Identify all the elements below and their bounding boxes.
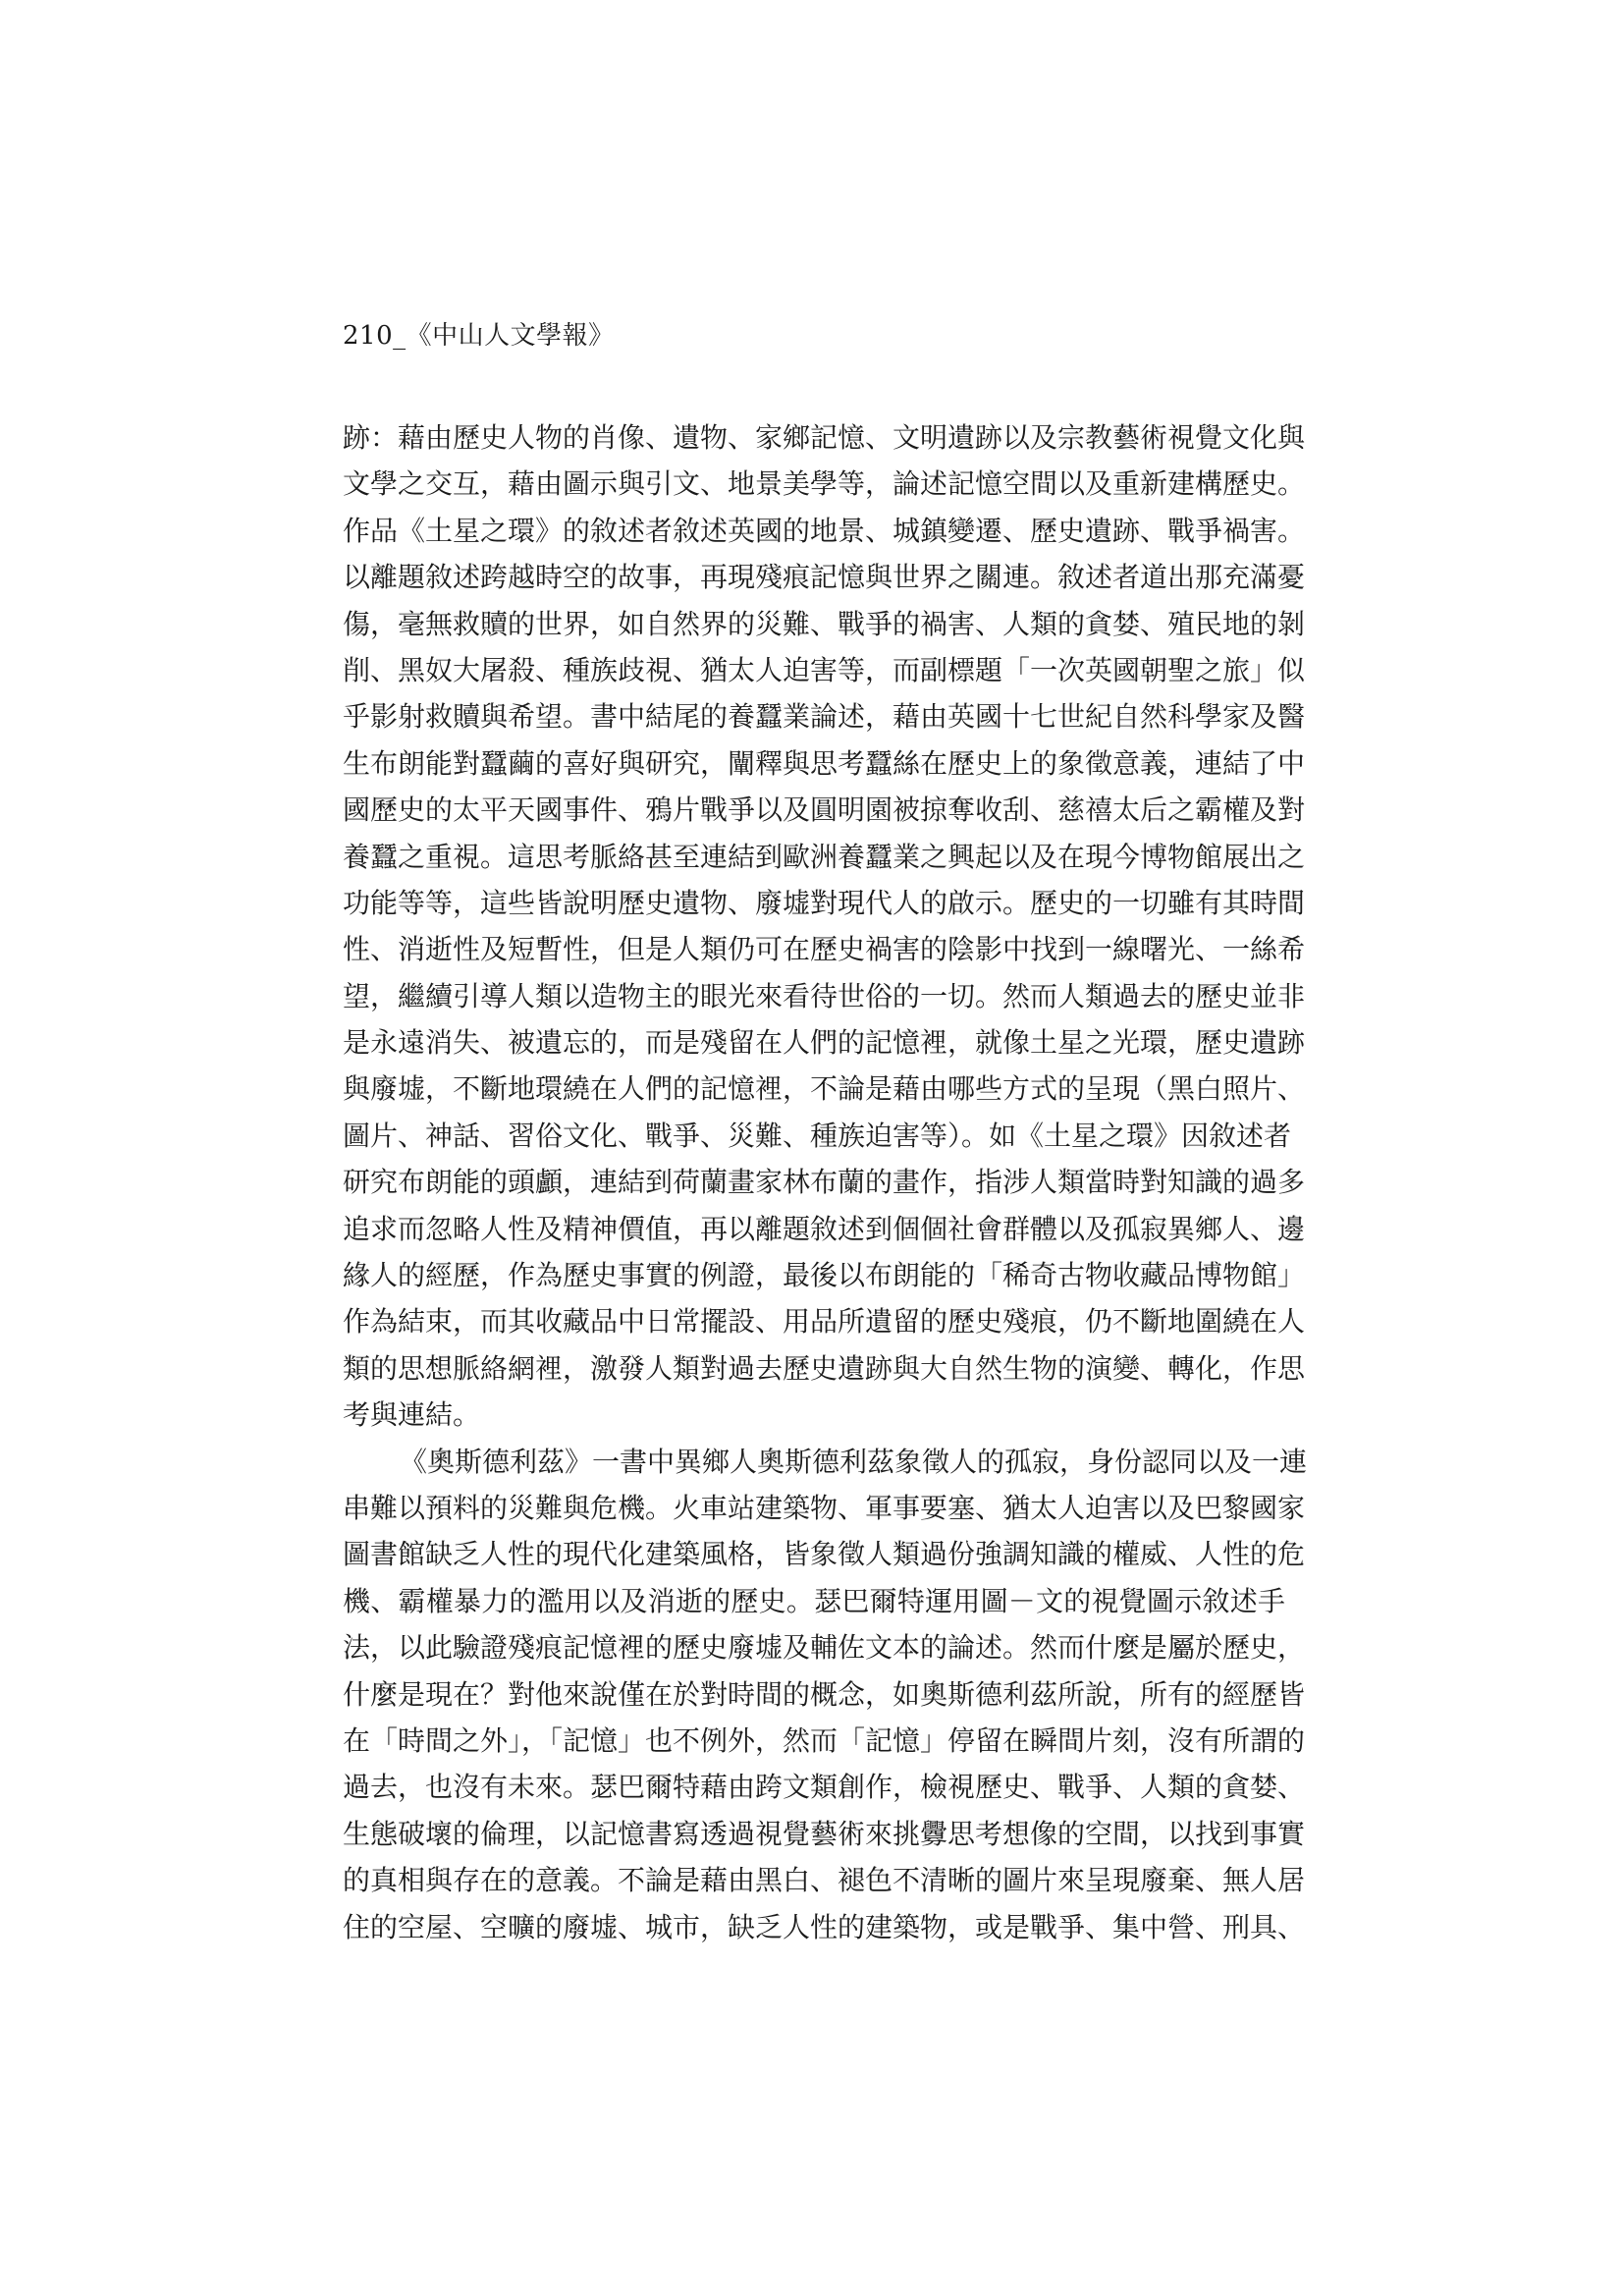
text-line: 削、黑奴大屠殺、種族歧視、猶太人迫害等，而副標題「一次英國朝聖之旅」似	[343, 653, 1306, 686]
text-line: 作為結束，而其收藏品中日常擺設、用品所遺留的歷史殘痕，仍不斷地圍繞在人	[343, 1305, 1306, 1339]
text-line: 類的思想脈絡網裡，激發人類對過去歷史遺跡與大自然生物的演變、轉化，作思	[343, 1351, 1306, 1385]
text-line: 考與連結。	[343, 1398, 481, 1432]
text-line: 緣人的經歷，作為歷史事實的例證，最後以布朗能的「稀奇古物收藏品博物館」	[343, 1259, 1306, 1292]
text-line: 機、霸權暴力的濫用以及消逝的歷史。瑟巴爾特運用圖－文的視覺圖示敘述手	[343, 1584, 1285, 1617]
text-line: 國歷史的太平天國事件、鴉片戰爭以及圓明園被掠奪收刮、慈禧太后之霸權及對	[343, 793, 1306, 827]
text-line: 傷，毫無救贖的世界，如自然界的災難、戰爭的禍害、人類的貪婪、殖民地的剝	[343, 607, 1306, 640]
text-line: 什麼是現在？對他來說僅在於對時間的概念，如奧斯德利茲所說，所有的經歷皆	[343, 1677, 1306, 1711]
text-line: 研究布朗能的頭顱，連結到荷蘭畫家林布蘭的畫作，指涉人類當時對知識的過多	[343, 1166, 1306, 1199]
text-line: 圖片、神話、習俗文化、戰爭、災難、種族迫害等）。如《土星之環》因敘述者	[343, 1119, 1292, 1152]
text-line: 是永遠消失、被遺忘的，而是殘留在人們的記憶裡，就像土星之光環，歷史遺跡	[343, 1026, 1306, 1060]
text-line: 文學之交互，藉由圖示與引文、地景美學等，論述記憶空間以及重新建構歷史。	[343, 467, 1306, 501]
text-line: 的真相與存在的意義。不論是藉由黑白、褪色不清晰的圖片來呈現廢棄、無人居	[343, 1864, 1306, 1897]
journal-title: _《中山人文學報》	[393, 321, 615, 351]
text-line: 生布朗能對蠶繭的喜好與研究，闡釋與思考蠶絲在歷史上的象徵意義，連結了中	[343, 746, 1306, 780]
text-line: 過去，也沒有未來。瑟巴爾特藉由跨文類創作，檢視歷史、戰爭、人類的貪婪、	[343, 1771, 1306, 1804]
text-line: 法，以此驗證殘痕記憶裡的歷史廢墟及輔佐文本的論述。然而什麼是屬於歷史，	[343, 1631, 1306, 1665]
text-line: 追求而忽略人性及精神價值，再以離題敘述到個個社會群體以及孤寂異鄉人、邊	[343, 1212, 1306, 1245]
text-line: 在「時間之外」，「記憶」也不例外，然而「記憶」停留在瞬間片刻，沒有所謂的	[343, 1723, 1306, 1757]
text-line: 生態破壞的倫理，以記憶書寫透過視覺藝術來挑釁思考想像的空間，以找到事實	[343, 1817, 1306, 1850]
text-line: 串難以預料的災難與危機。火車站建築物、軍事要塞、猶太人迫害以及巴黎國家	[343, 1491, 1306, 1524]
text-line: 與廢墟，不斷地環繞在人們的記憶裡，不論是藉由哪些方式的呈現（黑白照片、	[343, 1072, 1306, 1106]
text-line: 性、消逝性及短暫性，但是人類仍可在歷史禍害的陰影中找到一線曙光、一絲希	[343, 933, 1306, 966]
text-line: 以離題敘述跨越時空的故事，再現殘痕記憶與世界之關連。敘述者道出那充滿憂	[343, 561, 1306, 594]
text-line: 住的空屋、空曠的廢墟、城市，缺乏人性的建築物，或是戰爭、集中營、刑具、	[343, 1910, 1306, 1943]
text-line: 乎影射救贖與希望。書中結尾的養蠶業論述，藉由英國十七世紀自然科學家及醫	[343, 700, 1306, 734]
text-line: 作品《土星之環》的敘述者敘述英國的地景、城鎮變遷、歷史遺跡、戰爭禍害。	[343, 514, 1306, 547]
text-line: 跡：藉由歷史人物的肖像、遺物、家鄉記憶、文明遺跡以及宗教藝術視覺文化與	[343, 421, 1306, 454]
paragraph	[343, 1439, 1308, 1950]
running-header	[343, 316, 615, 355]
paragraph	[343, 414, 1306, 1439]
text-line: 圖書館缺乏人性的現代化建築風格，皆象徵人類過份強調知識的權威、人性的危	[343, 1538, 1306, 1571]
text-line: 養蠶之重視。這思考脈絡甚至連結到歐洲養蠶業之興起以及在現今博物館展出之	[343, 840, 1306, 873]
text-line: 功能等等，這些皆說明歷史遺物、廢墟對現代人的啟示。歷史的一切雖有其時間	[343, 886, 1306, 919]
body-text	[343, 414, 1308, 1950]
text-line: 《奧斯德利茲》一書中異鄉人奧斯德利茲象徵人的孤寂，身份認同以及一連	[400, 1445, 1308, 1478]
page-number: 210	[343, 321, 394, 351]
text-line: 望，繼續引導人類以造物主的眼光來看待世俗的一切。然而人類過去的歷史並非	[343, 979, 1306, 1012]
